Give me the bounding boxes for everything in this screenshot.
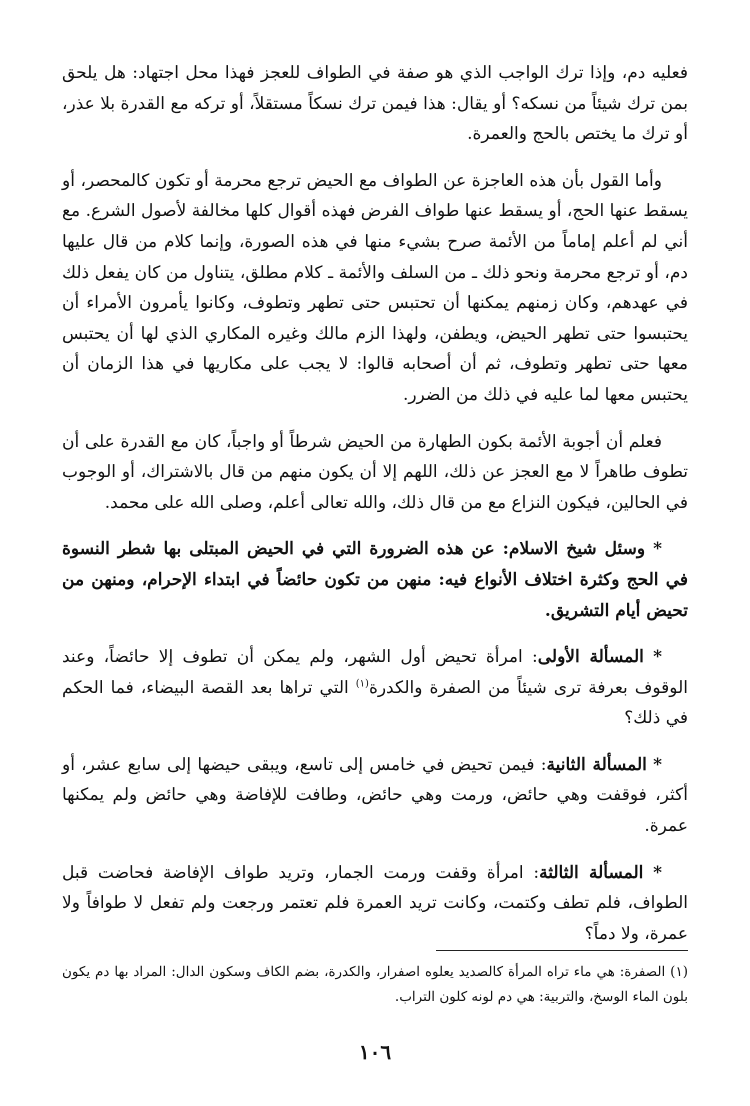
issue-2-text: : فيمن تحيض في خامس إلى تاسع، ويبقى حيضها إلى سابع عشر، أو أكثر، فوقفت وهي حائض، ورمت وهي حائض، وطافت للإفاضة وهي حائض ولم يمكنها عمرة. xyxy=(62,754,688,837)
star-marker: * xyxy=(653,862,662,883)
page-body xyxy=(62,58,688,949)
page-number: ١٠٦ xyxy=(358,1040,392,1064)
issue-1-paragraph xyxy=(62,642,688,734)
footnote-divider xyxy=(436,950,688,951)
star-marker: * xyxy=(653,647,662,668)
footnote-1: (١) الصفرة: هي ماء تراه المرأة كالصديد يعلوه اصفرار، والكدرة، بضم الكاف وسكون الدال: المراد بها دم يكون بلون الماء الوسخ، والتربية: هي دم لونه كلون التراب. xyxy=(62,964,688,1005)
footnotes xyxy=(62,960,688,1010)
issue-1-title: المسألة الأولى xyxy=(537,647,644,668)
paragraph-2: وأما القول بأن هذه العاجزة عن الطواف مع الحيض ترجع محرمة أو تكون كالمحصر، أو يسقط عنها الحج، أو يسقط عنها طواف الفرض فهذه أقوال كلها مخالفة لأصول الشرع. مع أني لم أعلم إماماً من الأئمة صرح بشيء منها في هذه الصورة، وإنما كلام من قال عليها دم، أو ترجع محرمة ونحو ذلك ـ من السلف والأئمة ـ كلام مطلق، يتناول من كان يفعل ذلك في عهدهم، وكان زمنهم يمكنها أن تحتبس حتى تطهر وتطوف، وكانوا يأمرون الأمراء أن يحتبسوا حتى تطهر الحيض، ويطفن، ولهذا الزم مالك وغيره المكاري الذي لها أن يحتبس معها حتى تطهر وتطوف، ثم أن أصحابه قالوا: لا يجب على مكاريها في هذا الزمان أن يحتبس معها لما عليه في ذلك من الضرر. xyxy=(62,170,688,405)
issue-2-title: المسألة الثانية xyxy=(546,754,647,775)
issue-3-title: المسألة الثالثة xyxy=(539,862,644,883)
paragraph-3: فعلم أن أجوبة الأئمة بكون الطهارة من الحيض شرطاً أو واجباً، كان مع القدرة على أن تطوف طاهراً لا مع العجز عن ذلك، اللهم إلا أن يكون منهم من قال بالاشتراك، أو الوجوب في الحالين، فيكون النزاع مع من قال ذلك، والله تعالى أعلم، وصلى الله على محمد. xyxy=(62,431,688,513)
issue-1-text-b: التي تراها بعد القصة البيضاء، فما الحكم في ذلك؟ xyxy=(62,677,688,729)
footnote-ref: (١) xyxy=(355,678,369,690)
star-marker: * xyxy=(653,539,662,560)
question-paragraph xyxy=(62,534,688,626)
issue-3-paragraph xyxy=(62,858,688,950)
question-text: وسئل شيخ الاسلام: عن هذه الضرورة التي في الحيض المبتلى بها شطر النسوة في الحج وكثرة اختلاف الأنواع فيه: منهن من تكون حائضاً في ابتداء الإحرام، ومنهن من تحيض أيام التشريق. xyxy=(62,539,688,621)
issue-3-text: : امرأة وقفت ورمت الجمار، وتريد طواف الإفاضة فحاضت قبل الطواف، فلم تطف وكتمت، وكانت تريد العمرة فلم تعتمر ورجعت ولم تفعل لا طوافاً ولا عمرة، ولا دماً؟ xyxy=(62,862,688,944)
paragraph-1: فعليه دم، وإذا ترك الواجب الذي هو صفة في الطواف للعجز فهذا محل اجتهاد: هل يلحق بمن ترك شيئاً من نسكه؟ أو يقال: هذا فيمن ترك نسكاً مستقلاً، أو تركه مع القدرة بلا عذر، أو ترك ما يختص بالحج والعمرة. xyxy=(62,63,688,145)
star-marker: * xyxy=(653,754,662,775)
issue-1-text-a: : امرأة تحيض أول الشهر، ولم يمكن أن تطوف إلا حائضاً، وعند الوقوف بعرفة ترى شيئاً من الصفرة والكدرة xyxy=(62,647,688,698)
issue-2-paragraph xyxy=(62,750,688,842)
